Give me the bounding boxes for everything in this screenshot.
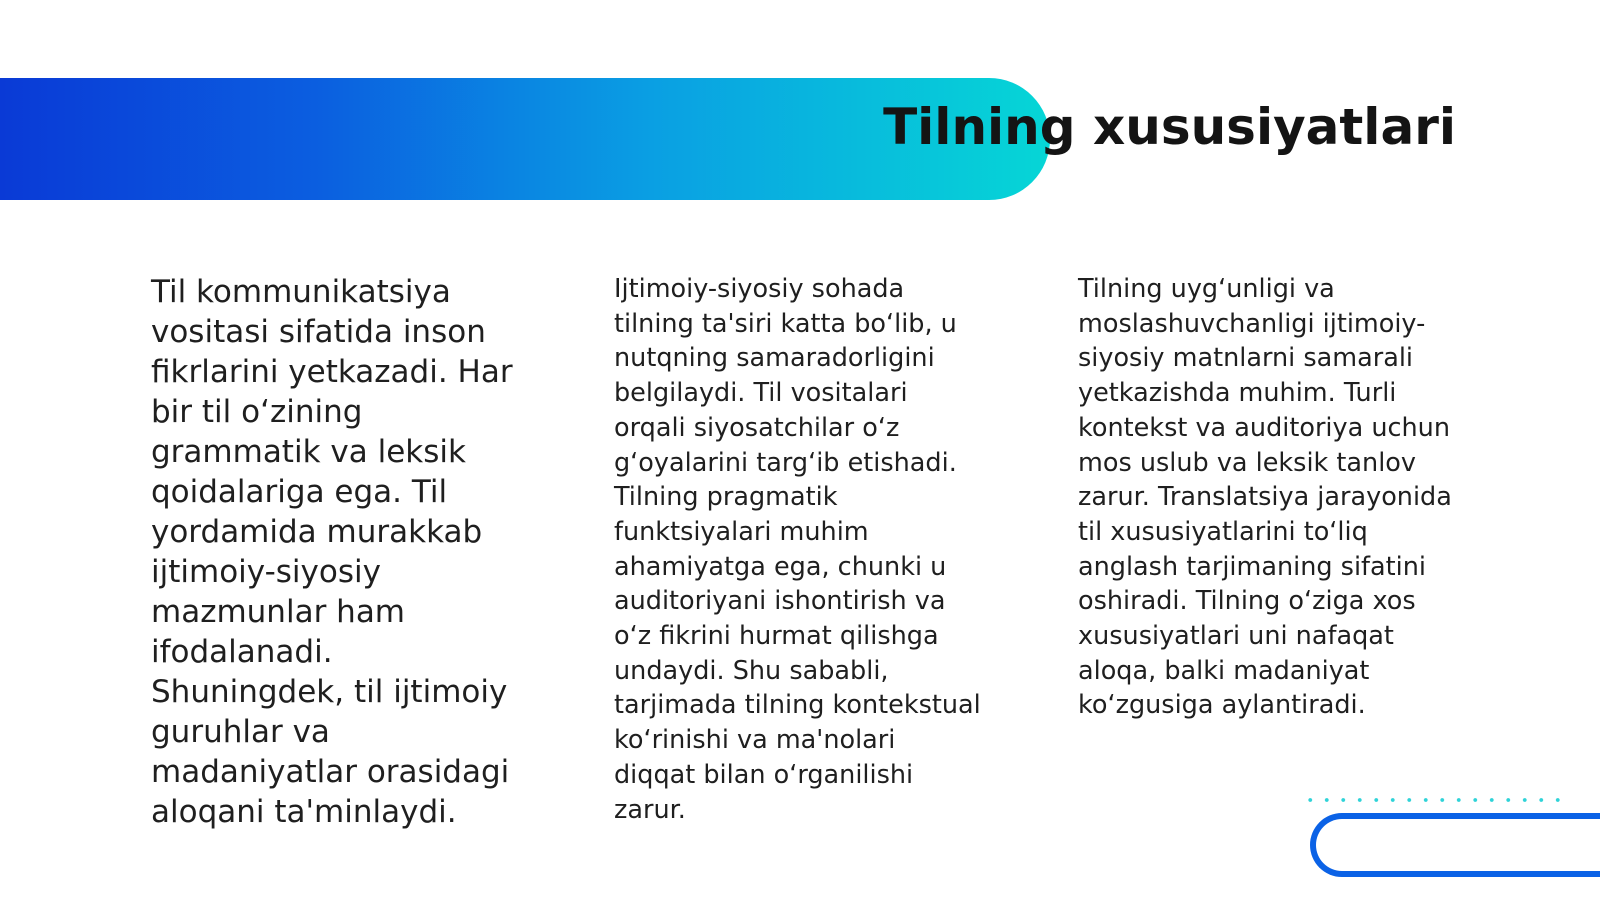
- text-column-3: Tilning uyg‘unligi va moslashuvchanligi ijtimoiy-siyosiy matnlarni samarali yetkazishda muhim. Turli kontekst va auditoriya uchun mos uslub va leksik tanlov zarur. Translatsiya jarayonida til xususiyatlarini to‘liq anglash tarjimaning sifatini oshiradi. Tilning o‘ziga xos xususiyatlari uni nafaqat aloqa, balki madaniyat ko‘zgusiga aylantiradi.: [1078, 274, 1452, 721]
- text-column-1: Til kommunikatsiya vositasi sifatida inson fikrlarini yetkazadi. Har bir til o‘zining grammatik va leksik qoidalariga ega. Til yordamida murakkab ijtimoiy-siyosiy mazmunlar ham ifodalanadi. Shuningdek, til ijtimoiy guruhlar va madaniyatlar orasidagi aloqani ta'minlaydi.: [151, 274, 513, 830]
- slide-title: Tilning xususiyatlari: [883, 98, 1456, 156]
- decorative-dots: [1302, 797, 1570, 803]
- text-column-2: Ijtimoiy-siyosiy sohada tilning ta'siri katta bo‘lib, u nutqning samaradorligini belgilaydi. Til vositalari orqali siyosatchilar o‘z g‘oyalarini targ‘ib etishadi. Tilning pragmatik funktsiyalari muhim ahamiyatga ega, chunki u auditoriyani ishontirish va o‘z fikrini hurmat qilishga undaydi. Shu sababli, tarjimada tilning kontekstual ko‘rinishi va ma'nolari diqqat bilan o‘rganilishi zarur.: [614, 274, 981, 825]
- decorative-pill-outline: [1310, 813, 1600, 877]
